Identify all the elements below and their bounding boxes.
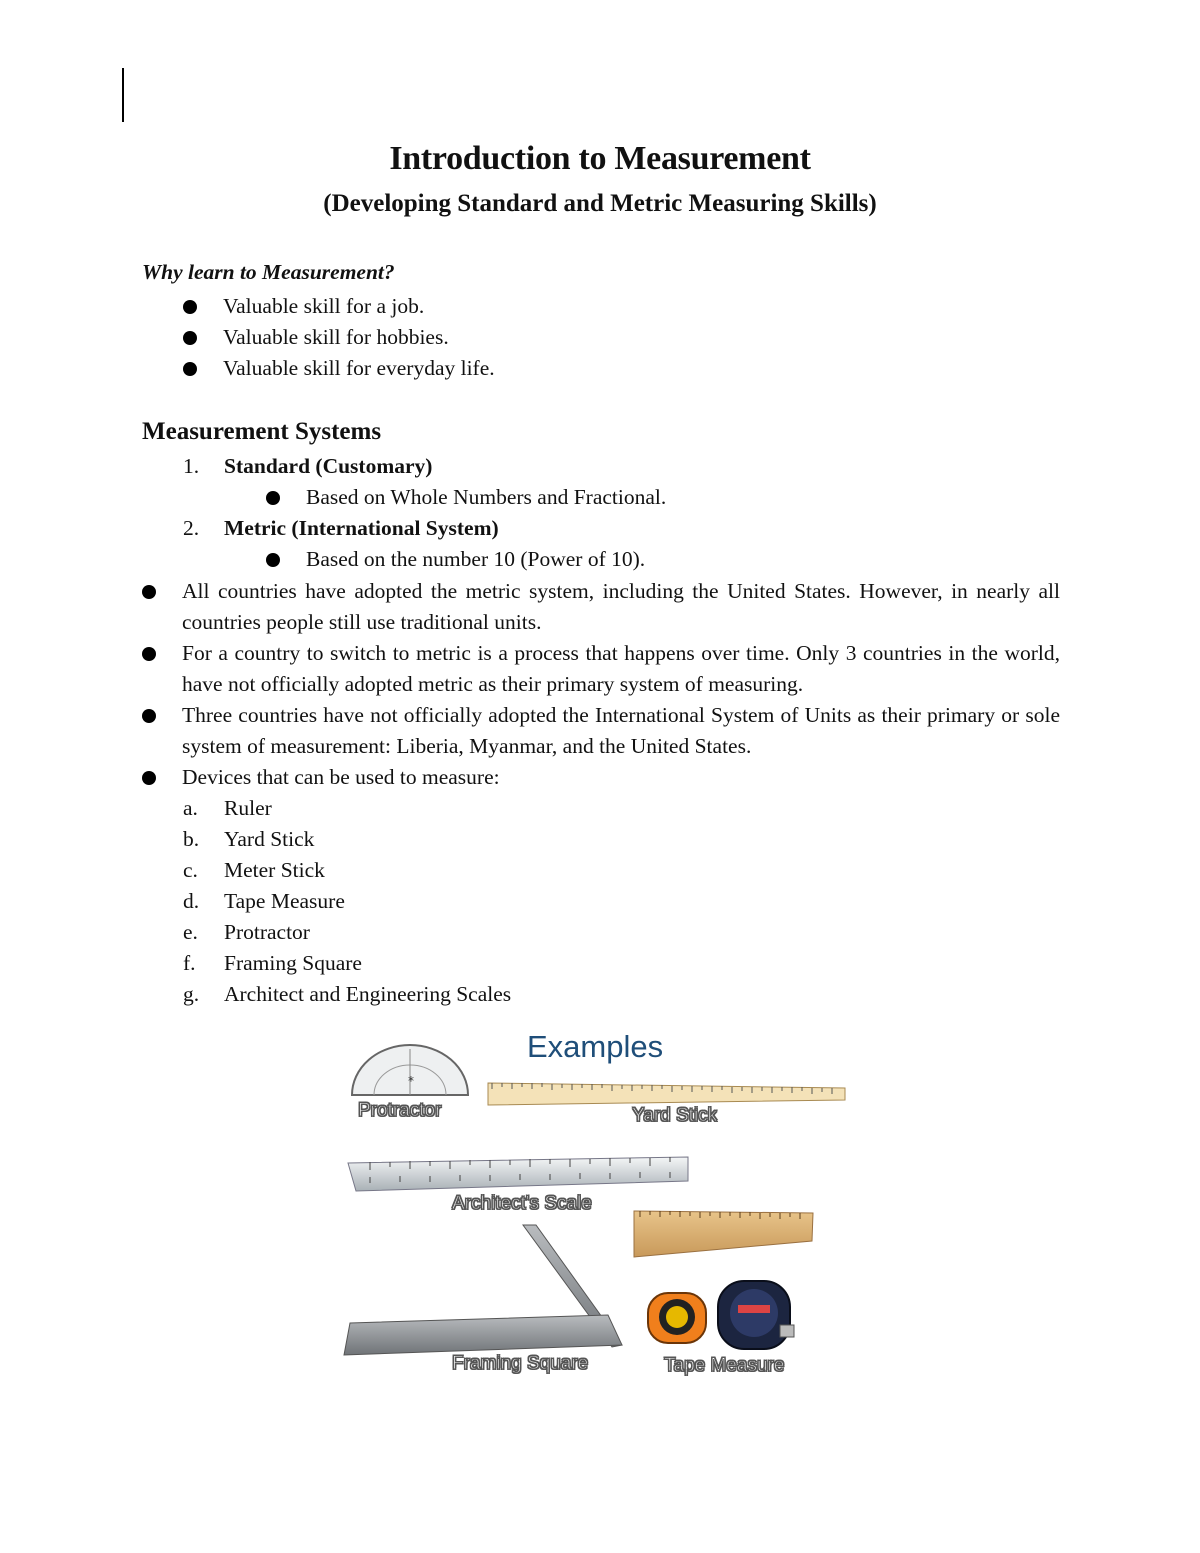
bullet-icon [266, 491, 280, 505]
bullet-icon [142, 647, 156, 661]
system-sub-list [224, 544, 1063, 575]
bullet-icon [142, 771, 156, 785]
devices-list [183, 793, 783, 1010]
bullet-icon [183, 362, 197, 376]
examples-figure [340, 1025, 860, 1385]
list-item: Based on the number 10 (Power of 10). [266, 544, 1063, 575]
protractor-label: Protractor [358, 1100, 442, 1121]
page-subtitle: (Developing Standard and Metric Measuring Skills) [323, 190, 877, 217]
list-item: Valuable skill for everyday life. [183, 353, 983, 384]
list-item: f. Framing Square [183, 951, 362, 975]
list-item: d. Tape Measure [183, 889, 345, 913]
system-sub-list [224, 482, 1063, 513]
list-item: All countries have adopted the metric system, including the United States. However, in nearly all countries people still use traditional units. [142, 576, 1060, 638]
list-item: Devices that can be used to measure: [142, 762, 1060, 793]
system-label: Metric (International System) [224, 516, 499, 540]
tape-measure-label: Tape Measure [664, 1355, 785, 1376]
architect-scale-label: Architect's Scale [452, 1193, 592, 1214]
framing-square-icon [344, 1225, 622, 1355]
yard-stick-label: Yard Stick [632, 1105, 718, 1126]
yard-stick-icon [488, 1083, 845, 1105]
system-number: 1. [183, 454, 200, 478]
list-item: a. Ruler [183, 796, 272, 820]
list-item: Valuable skill for hobbies. [183, 322, 983, 353]
examples-title: Examples [527, 1029, 664, 1064]
bullet-icon [183, 331, 197, 345]
system-number: 2. [183, 516, 200, 540]
architect-scale-icon [348, 1157, 688, 1191]
ruler-icon [634, 1211, 813, 1257]
list-item: Based on Whole Numbers and Fractional. [266, 482, 1063, 513]
svg-text:*: * [408, 1074, 414, 1088]
systems-heading: Measurement Systems [142, 418, 382, 445]
list-item: For a country to switch to metric is a process that happens over time. Only 3 countries in the world, have not officially adopted metric as their primary system of measuring. [142, 638, 1060, 700]
facts-list [142, 576, 1060, 793]
list-item: c. Meter Stick [183, 858, 325, 882]
text-cursor [122, 68, 124, 122]
why-list [183, 291, 983, 384]
page-title: Introduction to Measurement [389, 140, 811, 177]
tape-measure-icon [648, 1281, 794, 1349]
bullet-icon [142, 585, 156, 599]
list-item: Three countries have not officially adopted the International System of Units as their primary or sole system of measurement: Liberia, Myanmar, and the United States. [142, 700, 1060, 762]
bullet-icon [183, 300, 197, 314]
system-item-standard [183, 451, 1063, 513]
list-item: Valuable skill for a job. [183, 291, 983, 322]
system-label: Standard (Customary) [224, 454, 433, 478]
examples-illustration [340, 1025, 860, 1385]
why-heading: Why learn to Measurement? [142, 260, 395, 284]
systems-list [183, 451, 1063, 575]
list-item: b. Yard Stick [183, 827, 315, 851]
system-item-metric [183, 513, 1063, 575]
bullet-icon [142, 709, 156, 723]
list-item: g. Architect and Engineering Scales [183, 982, 512, 1006]
bullet-icon [266, 553, 280, 567]
protractor-icon [352, 1045, 468, 1095]
framing-square-label: Framing Square [452, 1353, 589, 1374]
list-item: e. Protractor [183, 920, 310, 944]
